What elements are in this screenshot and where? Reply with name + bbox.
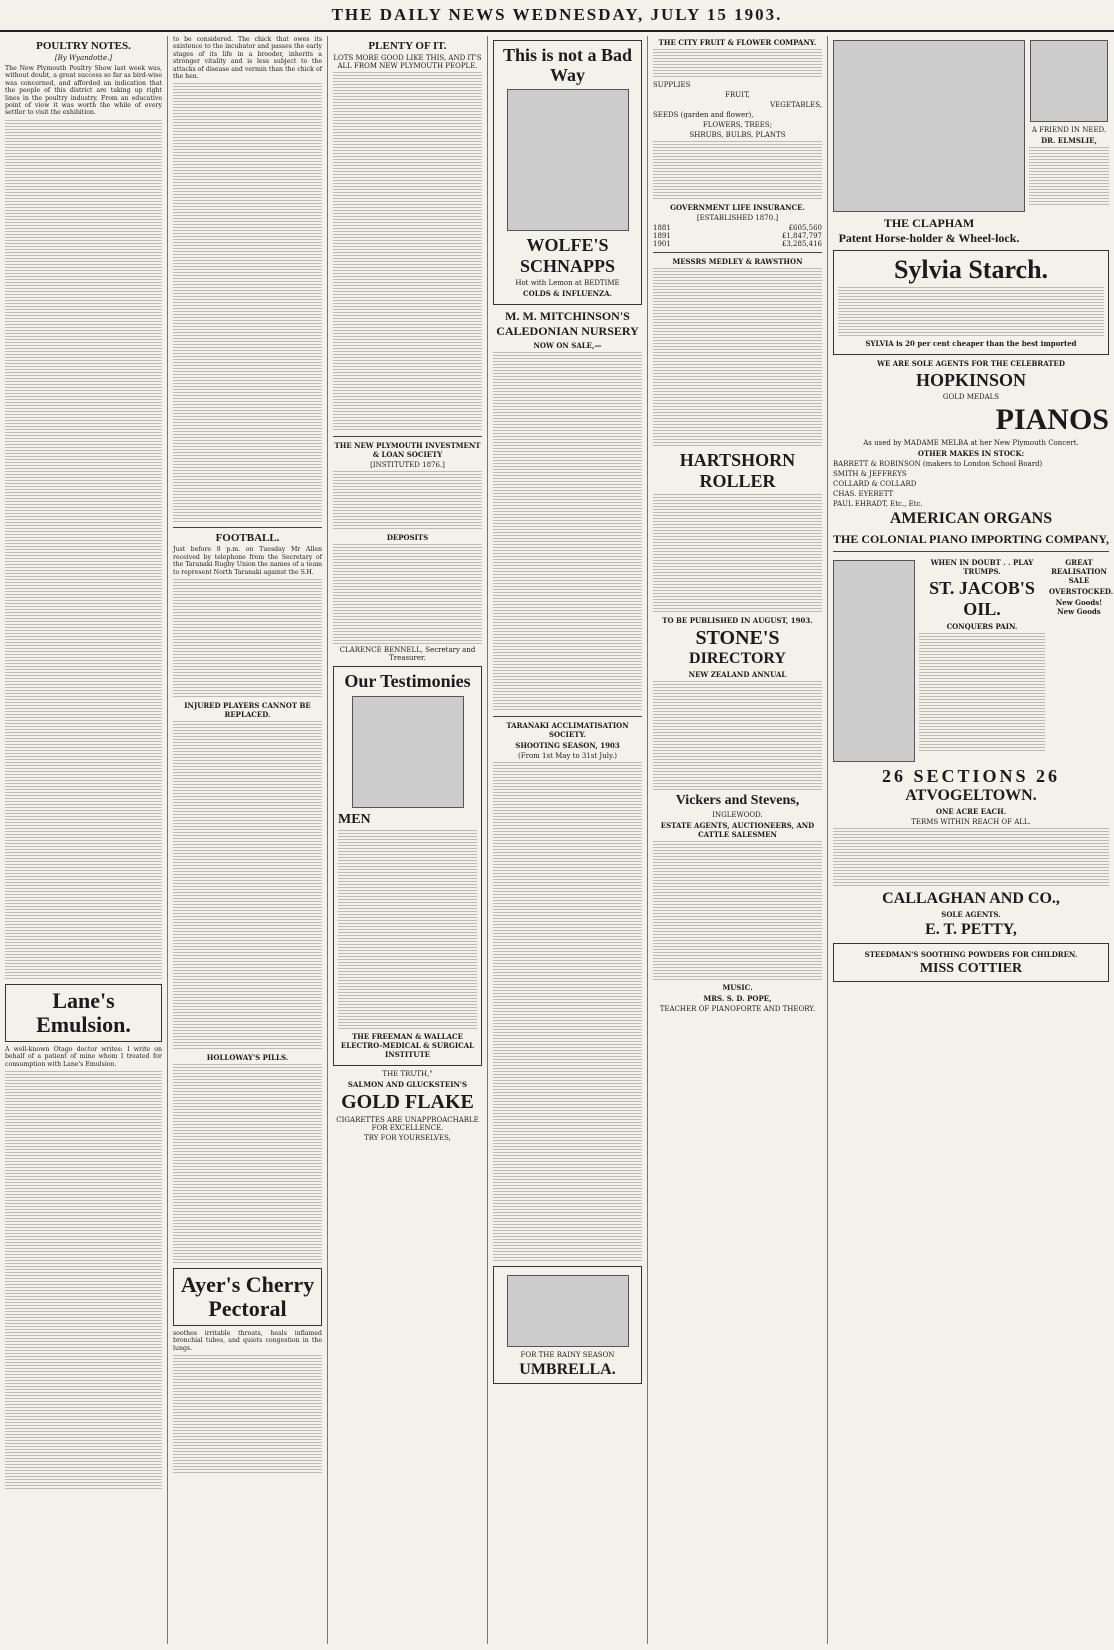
ayers-ad — [173, 1268, 322, 1326]
directory-title: DIRECTORY — [689, 650, 786, 667]
acclimatisation-title: TARANAKI ACCLIMATISATION SOCIETY. — [506, 721, 629, 739]
ayers-title: Ayer's Cherry Pectoral — [180, 1272, 315, 1322]
hartshorn-text-block — [653, 494, 822, 614]
umbrella-ad — [493, 1266, 642, 1384]
hartshorn-title: HARTSHORN ROLLER — [679, 450, 796, 491]
ayers-body: soothes irritable throats, heals inflamed bronchial tubes, and quiets congestion in the lungs. — [173, 1330, 322, 1352]
sylvia-note: SYLVIA is 20 per cent cheaper than the best imported — [865, 339, 1077, 348]
divider — [333, 436, 482, 437]
divider — [653, 252, 822, 253]
testimonials-ad — [333, 666, 482, 1066]
football-text-block — [173, 579, 322, 699]
friend-image — [1030, 40, 1108, 122]
gold-flake-sub: SALMON AND GLUCKSTEIN'S — [347, 1080, 468, 1089]
clapham-ad — [833, 36, 1025, 246]
holloway-heading: HOLLOWAY'S PILLS. — [206, 1053, 289, 1063]
pope-teacher: TEACHER OF PIANOFORTE AND THEORY. — [659, 1005, 816, 1013]
fund-year: 1891 — [653, 232, 671, 240]
wolfe-sub2: COLDS & INFLUENZA. — [523, 289, 612, 298]
society-est: [INSTITUTED 1876.] — [370, 461, 445, 469]
gold-flake-try: TRY FOR YOURSELVES, — [364, 1134, 451, 1142]
new-goods: New Goods! New Goods — [1055, 598, 1103, 616]
poultry-text-block — [5, 120, 162, 980]
poultry-continued: to be considered. The chick that owes its existence to the incubator and passes the early stages of its life in a brooder, inherits a stronger vitality and is less subject to the attacks of disease and vermin than the chick of the hen. — [173, 36, 322, 81]
vickers-title: Vickers and Stevens, — [675, 793, 800, 808]
fund-row — [653, 232, 822, 240]
society-secretary: CLARENCE BENNELL, Secretary and Treasurer. — [339, 646, 476, 662]
supply-item: FLOWERS, TREES; — [702, 121, 773, 129]
overstocked: OVERSTOCKED. — [1049, 587, 1114, 596]
nursery-title: M. M. MITCHINSON'S CALEDONIAN NURSERY — [496, 309, 639, 338]
maker-item: CHAS. EYERETT — [833, 490, 894, 498]
gold-flake-cigarettes: CIGARETTES ARE UNAPPROACHABLE FOR EXCELLENCE. — [336, 1116, 479, 1132]
medley-text-block — [653, 268, 822, 448]
conquers-pain: CONQUERS PAIN. — [946, 622, 1018, 631]
schnapps-ad — [493, 40, 642, 305]
lanes-emulsion-title: Lane's Emulsion. — [36, 987, 131, 1037]
stones-title: STONE'S — [695, 627, 780, 649]
column-6 — [828, 36, 1114, 1644]
shooting-title: SHOOTING SEASON, 1903 — [515, 741, 620, 750]
gold-medals: GOLD MEDALS — [942, 393, 1000, 401]
fruit-text-block — [653, 49, 822, 79]
football-body: Just before 8 p.m. on Tuesday Mr Allen received by telephone from the Secretary of the Taranaki Rugby Union the names of a team to represent North Taranaki against the S.H. — [173, 546, 322, 576]
wolfe-title: WOLFE'S SCHNAPPS — [519, 235, 615, 276]
injured-text-block — [173, 721, 322, 1051]
fund-amount: £605,560 — [788, 224, 822, 232]
fund-row — [653, 224, 822, 232]
football-title: FOOTBALL. — [215, 532, 280, 545]
umbrella-image — [507, 1275, 629, 1347]
colonial-title: THE COLONIAL PIANO IMPORTING COMPANY, — [833, 532, 1109, 546]
maker-item: SMITH & JEFFREYS — [833, 470, 907, 478]
maker-item: BARRETT & ROBINSON (makers to London School Board) — [833, 460, 1043, 468]
santa-image — [833, 560, 915, 762]
column-1 — [0, 36, 168, 1644]
plenty-sub: LOTS MORE GOOD LIKE THIS, AND IT'S ALL FROM NEW PLYMOUTH PEOPLE. — [333, 54, 482, 70]
cottier-title: MISS COTTIER — [919, 961, 1023, 976]
published-heading: TO BE PUBLISHED IN AUGUST, 1903. — [662, 616, 813, 625]
melba-line: As used by MADAME MELBA at her New Plymouth Concert. — [863, 439, 1079, 447]
gold-flake-title: GOLD FLAKE — [341, 1091, 474, 1113]
steedman-title: STEEDMAN'S SOOTHING POWDERS FOR CHILDREN. — [864, 950, 1078, 959]
society-title: THE NEW PLYMOUTH INVESTMENT & LOAN SOCIETY — [334, 441, 481, 459]
now-on-sale: NOW ON SALE,— — [533, 341, 602, 350]
truth-line: THE TRUTH," — [382, 1070, 433, 1078]
supply-item: VEGETABLES, — [770, 101, 822, 109]
lanes-emulsion-body: A well-known Otago doctor writes: I write on behalf of a patient of mine whom I treated for consumption with Lane's Emulsion. — [5, 1045, 162, 1068]
society-text-block — [333, 471, 482, 531]
wolfe-sub: Hot with Lemon at BEDTIME — [515, 279, 620, 287]
supply-item: FRUIT, — [725, 91, 750, 99]
lanes-text-block — [5, 1071, 162, 1491]
jacobs-row — [833, 556, 1114, 766]
ayers-text-block — [173, 1355, 322, 1475]
realisation-ad — [1049, 556, 1114, 766]
jacobs-text-block — [919, 633, 1045, 753]
clapham-sub: Patent Horse-holder & Wheel-lock. — [838, 231, 1020, 245]
fund-amount: £3,285,416 — [781, 240, 822, 248]
column-5 — [648, 36, 828, 1644]
divider — [173, 527, 322, 528]
divider — [493, 716, 642, 717]
sections-title: 26 SECTIONS 26 — [881, 766, 1061, 786]
sections-text-block — [833, 828, 1109, 888]
sylvia-ad — [833, 250, 1109, 355]
sylvia-title: Sylvia Starch. — [893, 255, 1049, 284]
sole-agents: SOLE AGENTS. — [941, 910, 1001, 919]
one-acre: ONE ACRE EACH. — [935, 807, 1007, 816]
freeman-title: THE FREEMAN & WALLACE ELECTRO-MEDICAL & SURGICAL INSTITUTE — [340, 1032, 475, 1059]
column-3 — [328, 36, 488, 1644]
pope-name: MRS. S. D. POPE, — [703, 994, 772, 1003]
vickers-location: INGLEWOOD. — [712, 811, 763, 819]
holloway-text-block — [173, 1064, 322, 1264]
maker-item: PAUL EHRADT, Etc., Etc. — [833, 500, 923, 508]
poultry-body: The New Plymouth Poultry Show last week was, without doubt, a great success so far as bird-wise was concerned, and afforded an indication that the people of this district are taking up right lines in the poultry industry. From an educative point of view it was worth the while of every settler to visit the exhibition. — [5, 65, 162, 117]
petty-title: E. T. PETTY, — [925, 921, 1017, 938]
poultry-byline: [By Wyandotte.] — [54, 54, 113, 62]
friend-caption: A FRIEND IN NEED. — [1031, 126, 1107, 134]
supply-item: SHRUBS, BULBS, PLANTS — [689, 131, 786, 139]
american-organs: AMERICAN ORGANS — [889, 510, 1053, 527]
maker-item: COLLARD & COLLARD — [833, 480, 917, 488]
realisation-title: GREAT REALISATION SALE — [1051, 558, 1107, 585]
callaghan-title: CALLAGHAN AND CO., — [882, 890, 1060, 907]
clapham-row — [833, 36, 1109, 246]
stones-text-block — [653, 681, 822, 791]
rainy-season: FOR THE RAINY SEASON — [520, 1351, 615, 1359]
agents-heading: WE ARE SOLE AGENTS FOR THE CELEBRATED — [877, 359, 1065, 368]
pianos-title: PIANOS — [995, 403, 1109, 436]
shooting-dates: (From 1st May to 31st July.) — [518, 752, 617, 760]
fund-row — [653, 240, 822, 248]
men-heading: MEN — [338, 812, 371, 827]
medley-title: MESSRS MEDLEY & RAWSTHON — [672, 257, 803, 266]
sylvia-text-block — [838, 287, 1104, 337]
fruit-title: THE CITY FRUIT & FLOWER COMPANY. — [658, 38, 817, 47]
supply-item: SUPPLIES — [653, 81, 691, 89]
column2-text-block — [173, 83, 322, 523]
fund-year: 1881 — [653, 224, 671, 232]
fund-amount: £1,847,797 — [781, 232, 822, 240]
nursery-text-block — [493, 352, 642, 712]
divider — [833, 551, 1109, 552]
govt-est: [ESTABLISHED 1870.] — [696, 214, 779, 222]
bottle-image — [507, 89, 629, 231]
testimonials-text-block — [338, 830, 477, 1030]
masthead: THE DAILY NEWS WEDNESDAY, JULY 15 1903. — [0, 0, 1114, 32]
supplies-list — [653, 81, 822, 139]
other-makes: OTHER MAKES IN STOCK: — [917, 449, 1025, 458]
fruit-more-text — [653, 141, 822, 201]
bad-way-title: This is not a Bad Way — [502, 45, 633, 85]
jacobs-ad — [919, 556, 1045, 766]
portrait-image — [352, 696, 464, 808]
poultry-title: POULTRY NOTES. — [36, 40, 131, 52]
shooting-text-block — [493, 762, 642, 1262]
doubt-line: WHEN IN DOUBT . . PLAY TRUMPS. — [930, 558, 1034, 576]
elmslie-name: DR. ELMSLIE, — [1041, 136, 1097, 145]
atvogeltown-title: ATVOGELTOWN. — [905, 787, 1037, 804]
column-2 — [168, 36, 328, 1644]
supply-item: SEEDS (garden and flower), — [653, 111, 754, 119]
lanes-emulsion-ad — [5, 984, 162, 1042]
govt-title: GOVERNMENT LIFE INSURANCE. — [670, 203, 805, 212]
deposits-heading: DEPOSITS — [386, 533, 429, 542]
umbrella-title: UMBRELLA. — [519, 1361, 616, 1378]
hopkinson-title: HOPKINSON — [915, 370, 1026, 390]
injured-heading: INJURED PLAYERS CANNOT BE REPLACED. — [184, 701, 311, 720]
deposits-text-block — [333, 544, 482, 644]
steedman-ad — [833, 943, 1109, 982]
elmslie-ad — [1029, 36, 1109, 246]
fund-year: 1901 — [653, 240, 671, 248]
column-4 — [488, 36, 648, 1644]
carriage-image — [833, 40, 1025, 212]
plenty-text-block — [333, 72, 482, 432]
clapham-title: THE CLAPHAM — [883, 216, 975, 230]
nz-annual: NEW ZEALAND ANNUAL — [688, 670, 787, 679]
music-heading: MUSIC. — [722, 983, 753, 992]
vickers-text-block — [653, 841, 822, 981]
jacobs-title: ST. JACOB'S OIL. — [929, 578, 1035, 619]
terms: TERMS WITHIN REACH OF ALL. — [911, 818, 1031, 826]
testimonials-title: Our Testimonies — [344, 671, 471, 691]
plenty-title: PLENTY OF IT. — [368, 40, 447, 52]
vickers-estate: ESTATE AGENTS, AUCTIONEERS, AND CATTLE SALESMEN — [660, 821, 815, 839]
elmslie-text-block — [1029, 147, 1109, 207]
